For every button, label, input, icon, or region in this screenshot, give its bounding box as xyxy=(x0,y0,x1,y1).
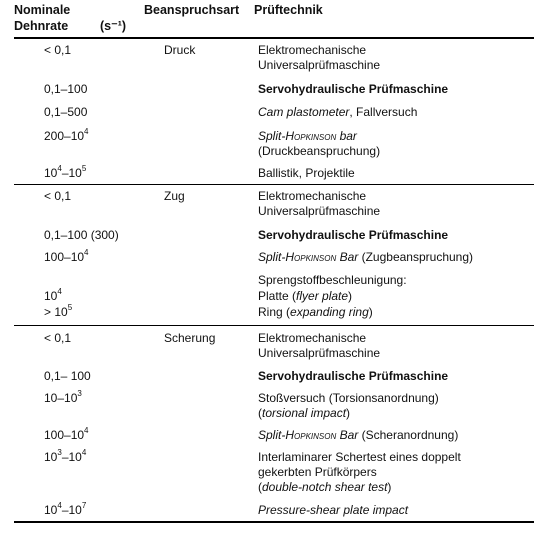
technique-italic: Bar xyxy=(336,428,359,442)
rate-exponent: 4 xyxy=(84,127,89,136)
rate-mid: –10 xyxy=(61,166,82,180)
rate-base: 100–10 xyxy=(44,250,85,264)
rate-cell xyxy=(44,129,89,144)
group-divider xyxy=(14,184,534,185)
technique-text: (Scheranordnung) xyxy=(358,428,459,442)
technique-smallcaps: Hopkinson xyxy=(285,250,337,264)
technique-cell: Elektromechanische Universalprüfmaschine xyxy=(258,331,381,360)
rate-cell xyxy=(44,166,86,181)
rate-cell xyxy=(44,250,89,265)
load-type-cell: Zug xyxy=(164,189,185,203)
technique-cell xyxy=(258,129,380,159)
rate-base: > 10 xyxy=(44,305,68,319)
rate-cell xyxy=(44,289,62,304)
technique-cell xyxy=(258,250,473,265)
rate-cell xyxy=(44,503,86,518)
load-type-cell: Scherung xyxy=(164,331,216,345)
rate-cell: 0,1–100 xyxy=(44,82,88,96)
technique-italic: Split- xyxy=(258,129,286,143)
rate-cell xyxy=(44,305,72,320)
technique-text: gekerbten Prüfkörpers xyxy=(258,465,377,479)
technique-smallcaps: Hopkinson xyxy=(285,428,337,442)
technique-italic: Split- xyxy=(258,250,286,264)
technique-italic: flyer plate xyxy=(296,289,349,303)
rate-exponent: 4 xyxy=(84,248,89,257)
rate-cell: 0,1– 100 xyxy=(44,369,91,383)
rate-base: 10 xyxy=(44,450,58,464)
technique-cell: Servohydraulische Prüfmaschine xyxy=(258,228,449,242)
rate-base: 10 xyxy=(44,166,58,180)
technique-line xyxy=(258,289,352,304)
technique-cell xyxy=(258,105,417,120)
technique-text: , Fallversuch xyxy=(349,105,418,119)
technique-cell xyxy=(258,450,461,495)
rate-base: 200–10 xyxy=(44,129,85,143)
load-type-cell: Druck xyxy=(164,43,196,57)
technique-text: ( xyxy=(258,480,262,494)
technique-text: ) xyxy=(387,480,392,494)
rate-exponent: 3 xyxy=(57,448,62,457)
technique-text: (Zugbeanspruchung) xyxy=(358,250,474,264)
technique-smallcaps: Hopkinson xyxy=(285,129,337,143)
header-rate-line1: Nominale xyxy=(14,3,71,17)
header-rate-line2: Dehnrate xyxy=(14,19,69,33)
rate-cell: 0,1–500 xyxy=(44,105,88,119)
group-divider xyxy=(14,325,534,326)
header-load-type: Beanspruchsart xyxy=(144,3,240,17)
technique-italic: double-notch shear test xyxy=(262,480,388,494)
rate-cell: < 0,1 xyxy=(44,189,72,203)
rate-base: 10 xyxy=(44,503,58,517)
header-rule xyxy=(14,37,534,39)
rate-mid: –10 xyxy=(61,503,82,517)
technique-text: ) xyxy=(368,305,373,319)
technique-italic: Cam plastometer xyxy=(258,105,350,119)
rate-base: 10 xyxy=(44,289,58,303)
technique-text: Ring ( xyxy=(258,305,291,319)
technique-italic: bar xyxy=(336,129,357,143)
rate-exponent: 5 xyxy=(81,164,87,173)
rate-cell: 0,1–100 (300) xyxy=(44,228,119,242)
rate-exponent: 4 xyxy=(57,501,62,510)
technique-italic: Split- xyxy=(258,428,286,442)
rate-cell xyxy=(44,428,89,443)
technique-cell: Pressure-shear plate impact xyxy=(258,503,409,517)
technique-text: ) xyxy=(348,289,353,303)
technique-italic: torsional impact xyxy=(262,406,347,420)
technique-cell: Elektromechanische Universalprüfmaschine xyxy=(258,189,381,218)
rate-cell: < 0,1 xyxy=(44,43,72,57)
technique-italic: expanding ring xyxy=(290,305,369,319)
technique-cell xyxy=(258,428,458,443)
rate-exponent: 5 xyxy=(67,303,73,312)
rate-cell xyxy=(44,450,86,465)
technique-cell: Elektromechanische Universalprüfmaschine xyxy=(258,43,381,72)
technique-cell: Servohydraulische Prüfmaschine xyxy=(258,82,449,96)
rate-base: 10–10 xyxy=(44,391,78,405)
technique-cell xyxy=(258,391,439,421)
technique-text: Platte ( xyxy=(258,289,297,303)
technique-text: Interlaminarer Schertest eines doppelt xyxy=(258,450,461,464)
rate-cell xyxy=(44,391,82,406)
bottom-rule xyxy=(14,521,534,523)
rate-cell: < 0,1 xyxy=(44,331,72,345)
technique-line xyxy=(258,305,373,320)
rate-exponent: 4 xyxy=(57,164,62,173)
technique-text: ) xyxy=(346,406,351,420)
rate-exponent: 4 xyxy=(57,287,62,296)
rate-exponent: 3 xyxy=(77,389,82,398)
technique-cell: Ballistik, Projektile xyxy=(258,166,355,180)
rate-exponent: 4 xyxy=(81,448,87,457)
rate-base: 100–10 xyxy=(44,428,85,442)
technique-text: (Druckbeanspruchung) xyxy=(258,144,381,158)
rate-mid: –10 xyxy=(61,450,82,464)
rate-exponent: 7 xyxy=(81,501,87,510)
technique-line: Sprengstoffbeschleunigung: xyxy=(258,273,407,287)
technique-text: Stoßversuch (Torsionsanordnung) xyxy=(258,391,439,405)
rate-exponent: 4 xyxy=(84,426,89,435)
technique-italic: Bar xyxy=(336,250,359,264)
technique-cell: Servohydraulische Prüfmaschine xyxy=(258,369,449,383)
technique-text: ( xyxy=(258,406,262,420)
header-technique: Prüftechnik xyxy=(254,3,323,17)
strain-rate-table xyxy=(14,0,534,517)
header-rate-unit: (s⁻¹) xyxy=(100,19,127,33)
